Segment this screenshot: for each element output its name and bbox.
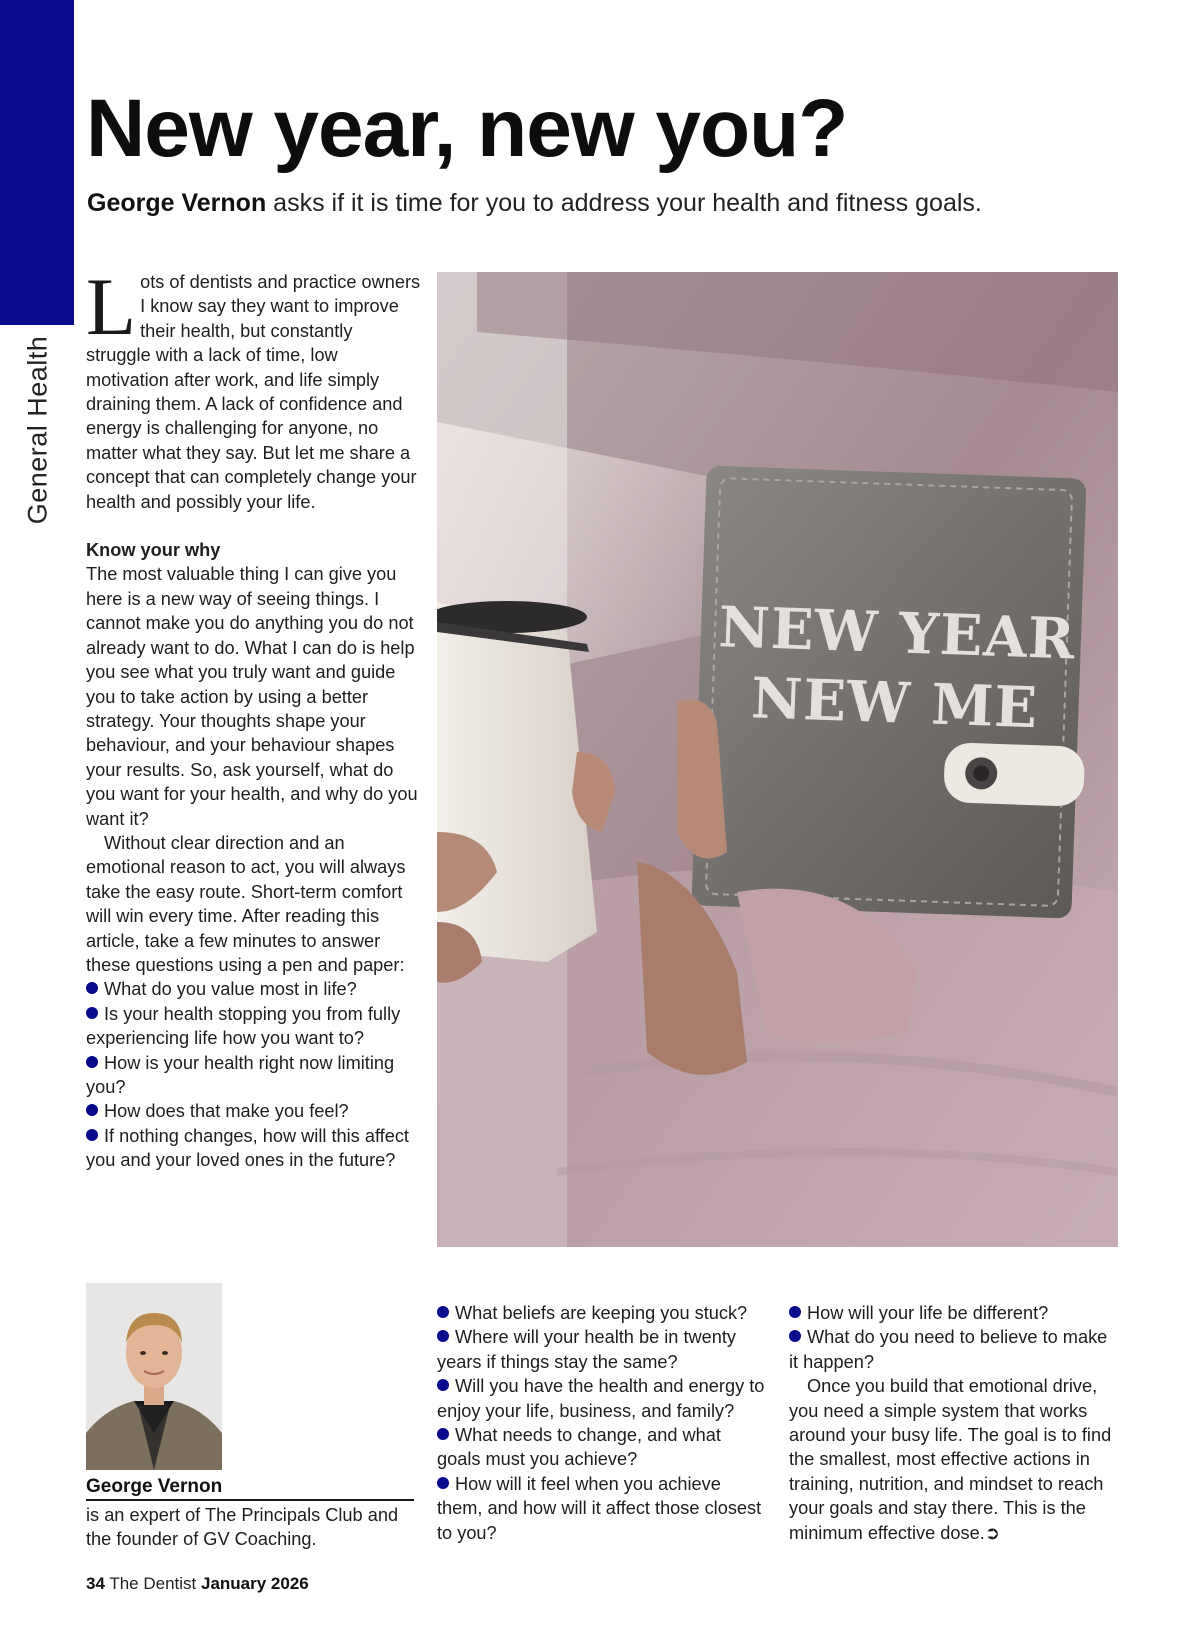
standfirst [87, 188, 982, 218]
question-item: If nothing changes, how will this affect you and your loved ones in the future? [86, 1125, 409, 1171]
article-column-left [86, 261, 421, 1173]
article-column-right [789, 1301, 1119, 1545]
question-item: How will your life be different? [789, 1301, 1119, 1325]
question-item: How is your health right now limiting you? [86, 1052, 395, 1097]
question-item: What needs to change, and what goals must you achieve? [437, 1425, 721, 1470]
author-photo [86, 1283, 222, 1470]
question-item: What beliefs are keeping you stuck? [437, 1301, 767, 1325]
article-column-middle [437, 1301, 767, 1545]
drop-cap: L [86, 261, 137, 352]
bullet-icon [437, 1330, 449, 1342]
bullet-icon [789, 1306, 801, 1318]
notebook-text-line1: NEW YEAR [717, 594, 1077, 673]
bullet-icon [86, 1129, 98, 1141]
body-paragraph: Without clear direction and an emotional reason to act, you will always take the easy route. Short-term comfort will win every time. After reading this article, take a few minutes to answer these questions using a pen and paper: [86, 832, 406, 975]
continue-arrow-icon: ➲ [984, 1522, 1001, 1543]
intro-paragraph: Lots of dentists and practice owners I know say they want to improve their health, but constantly struggle with a lack of time, low motivation after work, and life simply draining them. A lack of confidence and energy is challenging for anyone, no matter what they say. But let me share a concept that can completely change your health and possibly your life. [86, 261, 421, 512]
body-paragraph: Once you build that emotional drive, you need a simple system that works around your busy life. The goal is to find the smallest, most effective actions in training, nutrition, and mindset to reach your goals and stay there. This is the minimum effective dose.➲ [789, 1376, 1112, 1543]
question-item: What do you value most in life? [86, 977, 421, 1001]
section-color-bar [0, 0, 74, 325]
bullet-icon [789, 1330, 801, 1342]
question-item: Is your health stopping you from fully experiencing life how you want to? [86, 1003, 401, 1049]
question-item: How does that make you feel? [86, 1099, 421, 1123]
question-item: Will you have the health and energy to enjoy your life, business, and family? [437, 1376, 765, 1421]
question-item: How will it feel when you achieve them, and how will it affect those closest to you? [437, 1473, 762, 1543]
bullet-icon [437, 1379, 449, 1391]
publication-name: The Dentist [104, 1574, 201, 1593]
bullet-icon [437, 1477, 449, 1489]
bullet-icon [86, 982, 98, 994]
bullet-icon [86, 1007, 98, 1019]
body-paragraph: The most valuable thing I can give you here is a new way of seeing things. I cannot make you do anything you do not already want to do. What I can do is help you see what you truly want and guide you to take action by using a better strategy. Your thoughts shape your behaviour, and your behaviour shapes your results. So, ask yourself, what do you want for your health, and why do you want it? [86, 564, 418, 829]
bullet-icon [437, 1306, 449, 1318]
question-item: What do you need to believe to make it happen? [789, 1327, 1108, 1372]
bullet-icon [86, 1056, 98, 1068]
author-name: George Vernon [86, 1476, 414, 1501]
issue-date: January 2026 [201, 1574, 309, 1593]
article-title: New year, new you? [86, 83, 848, 174]
question-item: Where will your health be in twenty years if things stay the same? [437, 1327, 737, 1372]
standfirst-author: George Vernon [87, 189, 267, 217]
bullet-icon [86, 1104, 98, 1116]
page-number: 34 [86, 1574, 105, 1593]
hero-photo [437, 272, 1118, 1247]
bullet-icon [437, 1428, 449, 1440]
standfirst-text: asks if it is time for you to address your health and fitness goals. [266, 189, 982, 217]
subheading: Know your why [86, 540, 221, 561]
notebook-text-line2: NEW ME [750, 665, 1040, 742]
page-footer [86, 1574, 309, 1594]
author-bio: is an expert of The Principals Club and the founder of GV Coaching. [86, 1505, 399, 1550]
section-label: General Health [22, 335, 53, 525]
